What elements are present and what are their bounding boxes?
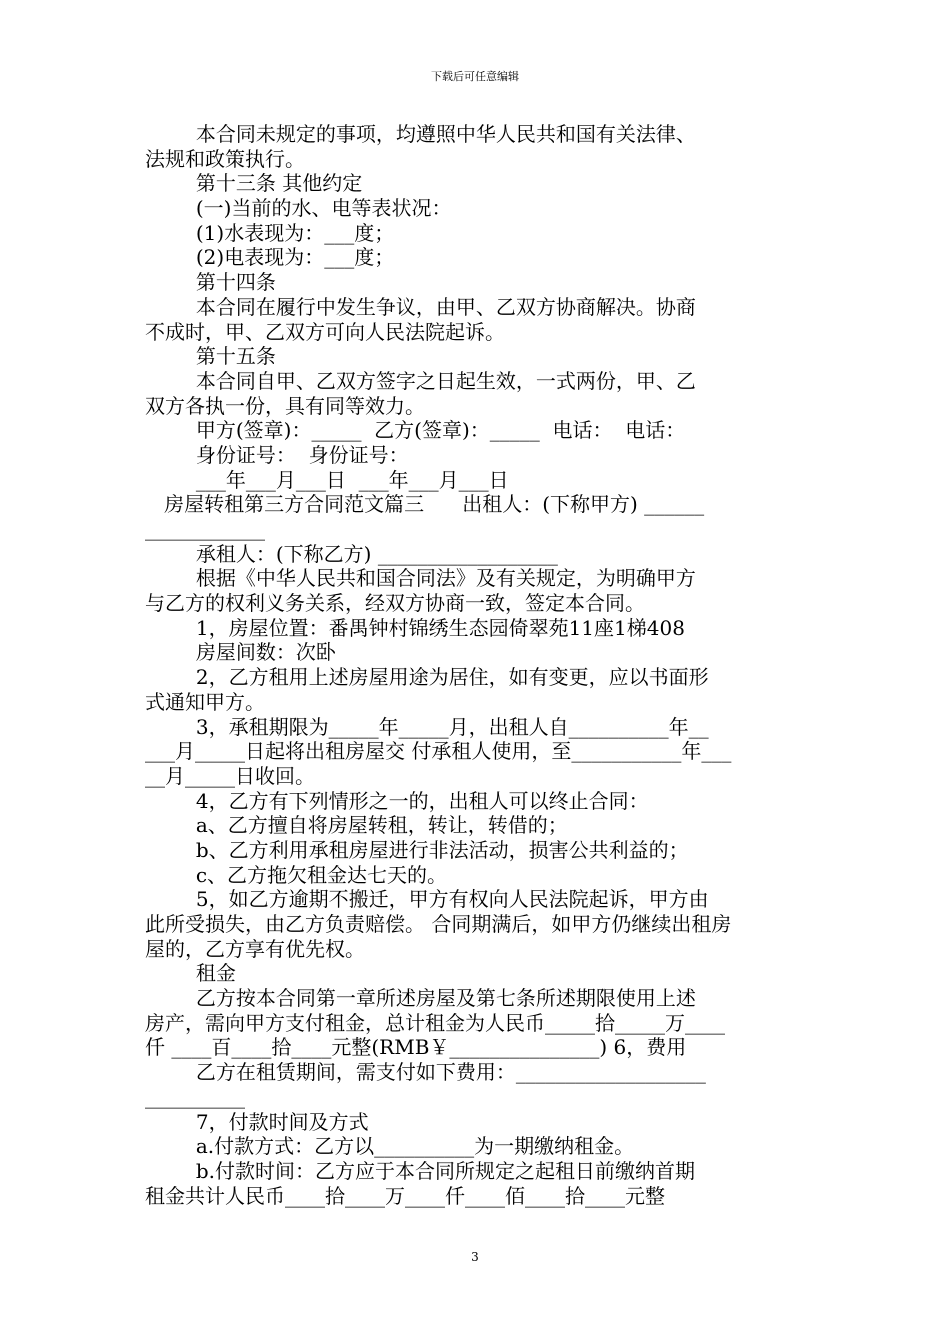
text-line: 本合同自甲、乙双方签字之日起生效，一式两份，甲、乙	[145, 368, 696, 393]
text-line: (一)当前的水、电等表状况：	[145, 196, 452, 221]
section-heading: 第十三条 其他约定	[145, 171, 363, 196]
text-line: b.付款时间：乙方应于本合同所规定之起租日前缴纳首期	[145, 1158, 696, 1183]
text-line: 3，承租期限为_____年_____月，出租人自__________年__	[145, 714, 709, 739]
text-line: ___月_____日起将出租房屋交 付承租人使用，至___________年___	[145, 739, 732, 764]
text-line: 1，房屋位置：番禺钟村锦绣生态园倚翠苑11座1梯408	[145, 615, 685, 640]
text-line: __月_____日收回。	[145, 763, 315, 788]
text-line: __________	[145, 1084, 245, 1109]
page-header: 下载后可任意编辑	[431, 70, 519, 83]
text-line: 与乙方的权利义务关系，经双方协商一致，签定本合同。	[145, 591, 645, 616]
text-line: (1)水表现为：___度；	[145, 220, 395, 245]
signature-line: 甲方(签章)：_____ 乙方(签章)：_____ 电话： 电话：	[145, 418, 686, 443]
text-line: b、乙方利用承租房屋进行非法活动，损害公共利益的；	[145, 837, 689, 862]
section-heading: 租金	[145, 961, 236, 986]
text-line: 房屋间数：次卧	[145, 640, 336, 665]
text-line: 5，如乙方逾期不搬迁，甲方有权向人民法院起诉，甲方由	[145, 887, 709, 912]
text-line: 4，乙方有下列情形之一的，出租人可以终止合同：	[145, 788, 649, 813]
section-heading: 第十五条	[145, 344, 276, 369]
document-body	[145, 122, 805, 1208]
text-line: 7，付款时间及方式	[145, 1109, 369, 1134]
text-line: 仟 ____百____拾____元整(RMB￥_______________) 6，费用	[145, 1035, 687, 1060]
text-line: a.付款方式：乙方以__________为一期缴纳租金。	[145, 1134, 635, 1159]
text-line: ____________	[145, 517, 265, 541]
section-heading: 第十四条	[145, 270, 276, 295]
text-line: 房产，需向甲方支付租金，总计租金为人民币_____拾_____万____	[145, 1010, 725, 1035]
id-number-line: 身份证号： 身份证号：	[145, 442, 409, 467]
page-number: 3	[471, 1250, 479, 1264]
text-line: 屋的，乙方享有优先权。	[145, 936, 365, 961]
text-line: 2，乙方租用上述房屋用途为居住，如有变更，应以书面形	[145, 665, 709, 690]
text-line: a、乙方擅自将房屋转租，转让，转借的；	[145, 813, 568, 838]
text-line: 本合同未规定的事项，均遵照中华人民共和国有关法律、	[145, 122, 696, 146]
text-line: 不成时，甲、乙双方可向人民法院起诉。	[145, 319, 505, 344]
text-line: 根据《中华人民共和国合同法》及有关规定，为明确甲方	[145, 566, 696, 591]
text-line: c、乙方拖欠租金达七天的。	[145, 862, 448, 887]
text-line: 式通知甲方。	[145, 689, 265, 714]
text-line: 乙方在租赁期间，需支付如下费用：___________________	[145, 1060, 706, 1085]
text-line: 双方各执一份，具有同等效力。	[145, 393, 425, 418]
date-line: ___年___月___日 ___年___月___日	[145, 467, 509, 492]
text-line: 租金共计人民币____拾____万____仟____佰____拾____元整	[145, 1183, 665, 1208]
document-title-line: 房屋转租第三方合同范文篇三 出租人：(下称甲方) ______	[145, 492, 705, 517]
text-line: 法规和政策执行。	[145, 146, 305, 171]
text-line: 此所受损失，由乙方负责赔偿。 合同期满后，如甲方仍继续出租房	[145, 912, 732, 936]
text-line: 乙方按本合同第一章所述房屋及第七条所述期限使用上述	[145, 986, 696, 1011]
text-line: (2)电表现为：___度；	[145, 245, 395, 270]
text-line: 承租人：(下称乙方) __________________	[145, 541, 558, 566]
text-line: 本合同在履行中发生争议，由甲、乙双方协商解决。协商	[145, 294, 696, 319]
